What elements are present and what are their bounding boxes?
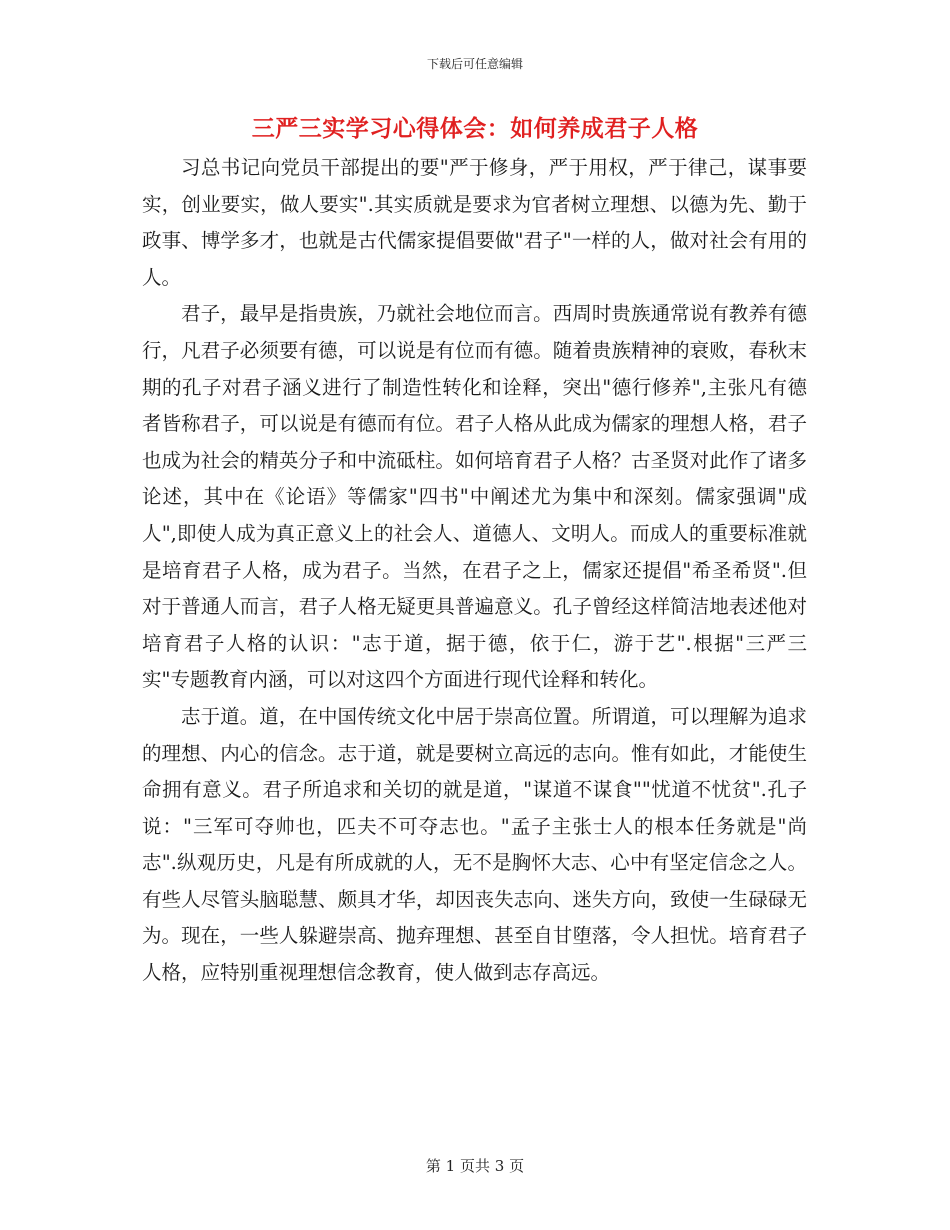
page-number: 第 1 页共 3 页 bbox=[425, 1157, 525, 1175]
document-title: 三严三实学习心得体会：如何养成君子人格 bbox=[251, 116, 699, 142]
paragraph-1: 习总书记向党员干部提出的要"严于修身，严于用权，严于律己，谋事要实，创业要实，做人要实".其实质就是要求为官者树立理想、以德为先、勤于政事、博学多才，也就是古代儒家提倡要做"君子"一样的人，做对社会有用的人。 bbox=[142, 156, 807, 289]
paragraph-3: 志于道。道，在中国传统文化中居于崇高位置。所谓道，可以理解为追求的理想、内心的信念。志于道，就是要树立高远的志向。惟有如此，才能使生命拥有意义。君子所追求和关切的就是道，"谋道不谋食""忧道不忧贫".孔子说："三军可夺帅也，匹夫不可夺志也。"孟子主张士人的根本任务就是"尚志".纵观历史，凡是有所成就的人，无不是胸怀大志、心中有坚定信念之人。有些人尽管头脑聪慧、颇具才华，却因丧失志向、迷失方向，致使一生碌碌无为。现在，一些人躲避崇高、抛弃理想、甚至自甘堕落，令人担忧。培育君子人格，应特别重视理想信念教育，使人做到志存高远。 bbox=[142, 704, 807, 985]
document-body bbox=[142, 150, 807, 992]
paragraph-2: 君子，最早是指贵族，乃就社会地位而言。西周时贵族通常说有教养有德行，凡君子必须要有德，可以说是有位而有德。随着贵族精神的衰败，春秋末期的孔子对君子涵义进行了制造性转化和诠释，突出"德行修养",主张凡有德者皆称君子，可以说是有德而有位。君子人格从此成为儒家的理想人格，君子也成为社会的精英分子和中流砥柱。如何培育君子人格？古圣贤对此作了诸多论述，其中在《论语》等儒家"四书"中阐述尤为集中和深刻。儒家强调"成人",即使人成为真正意义上的社会人、道德人、文明人。而成人的重要标准就是培育君子人格，成为君子。当然，在君子之上，儒家还提倡"希圣希贤".但对于普通人而言，君子人格无疑更具普遍意义。孔子曾经这样简洁地表述他对培育君子人格的认识："志于道，据于德，依于仁，游于艺".根据"三严三实"专题教育内涵，可以对这四个方面进行现代诠释和转化。 bbox=[142, 302, 807, 692]
header-note: 下载后可任意编辑 bbox=[426, 57, 523, 71]
